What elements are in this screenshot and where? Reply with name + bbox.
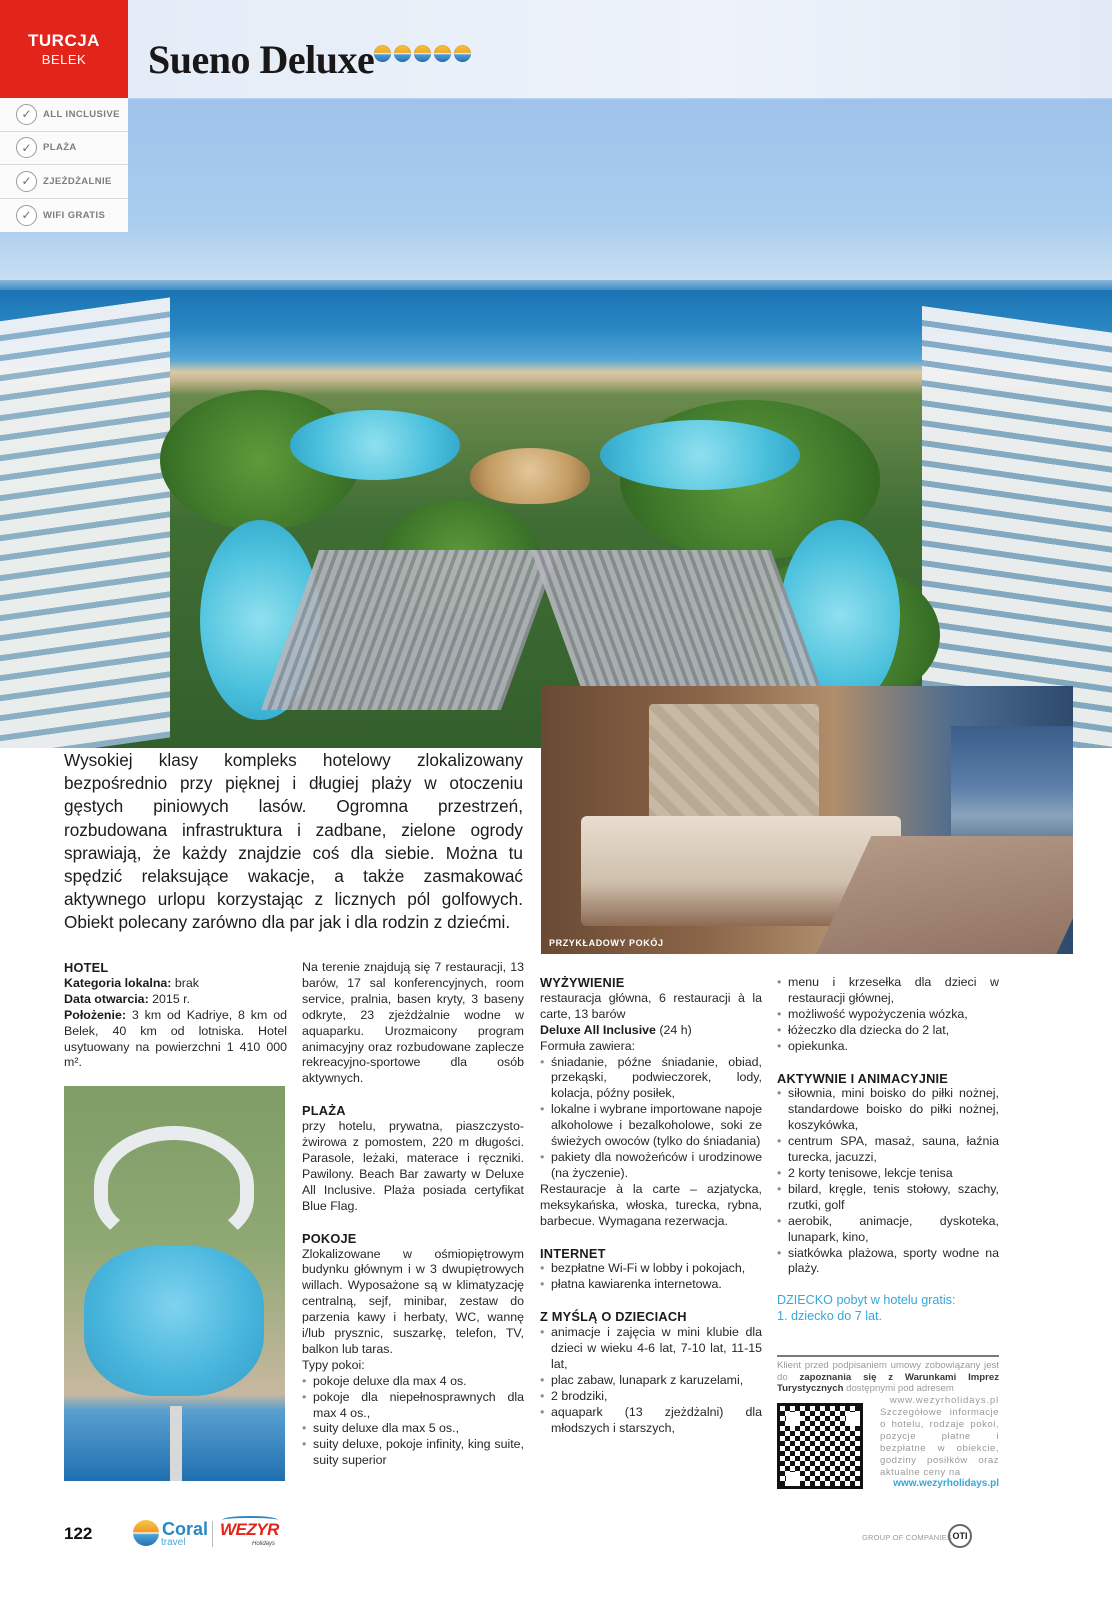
logo-divider: [212, 1521, 213, 1547]
sun-star-icon: [454, 45, 471, 62]
page-number: 122: [64, 1524, 93, 1543]
section-heading-beach: PLAŻA: [302, 1103, 346, 1119]
plan-label: Deluxe All Inclusive: [540, 1022, 656, 1037]
room-photo: [541, 686, 1073, 954]
sun-star-icon: [394, 45, 411, 62]
coral-wordmark: Coral: [162, 1519, 209, 1539]
kids-items-continued: [777, 975, 999, 1055]
hotel-building: [94, 1126, 254, 1246]
oti-logo: OTI: [948, 1524, 972, 1548]
room-photo-caption: PRZYKŁADOWY POKÓJ: [549, 938, 664, 948]
check-circle-icon: ✓: [16, 205, 37, 226]
location-value: 3 km od Kadriye, 8 km od Belek, 40 km od lotniska. Hotel usytuowany na powierzchni 1 410 000 m².: [64, 1007, 287, 1070]
location-line: [64, 1008, 287, 1072]
wezyr-logo: WEZYR: [220, 1520, 279, 1539]
internet-items: [540, 1261, 762, 1293]
location-label: Położenie:: [64, 1007, 126, 1022]
qr-url-link[interactable]: www.wezyrholidays.pl: [893, 1478, 999, 1489]
category-line: [64, 976, 287, 992]
list-item: • suity deluxe dla max 5 os.,: [302, 1421, 524, 1437]
board-column: [540, 975, 762, 1436]
list-item: • siatkówka plażowa, sporty wodne na plaży.: [777, 1246, 999, 1278]
hotel-wing-right: [922, 306, 1112, 748]
section-heading-internet: INTERNET: [540, 1245, 606, 1261]
list-item: • pokoje deluxe dla max 4 os.: [302, 1374, 524, 1390]
sun-star-icon: [434, 45, 451, 62]
section-heading-active: AKTYWNIE I ANIMACYJNIE: [777, 1070, 949, 1086]
legal-bold: zapoznania się z Warunkami Imprez Turystycznych: [777, 1371, 999, 1395]
feature-list: [0, 98, 128, 232]
list-item: • pakiety dla nowożeńców i urodzinowe (na życzenie).: [540, 1150, 762, 1182]
check-circle-icon: ✓: [16, 137, 37, 158]
sun-star-icon: [374, 45, 391, 62]
coral-subtitle: travel: [161, 1537, 186, 1548]
wezyr-subtitle: Holidays: [252, 1541, 276, 1547]
list-item: • możliwość wypożyczenia wózka,: [777, 1007, 999, 1023]
list-item: • suity deluxe, pokoje infinity, king suite, suity superior: [302, 1437, 524, 1469]
board-items: [540, 1055, 762, 1182]
alacarte-text: Restauracje à la carte – azjatycka, meksykańska, włoska, turecka, rybna, barbecue. Wymagana rezerwacja.: [540, 1181, 762, 1228]
facilities-text: Na terenie znajdują się 7 restauracji, 13 barów, 17 sal konferencyjnych, room service, pralnia, basen kryty, 3 baseny odkryte, 23 zjeżdżalnie wodne w aquaparku. Urozmaicony program animacyjny oraz rozbudowane zaplecze rekreacyjno-sportowe dla osób aktywnych.: [302, 960, 524, 1086]
check-circle-icon: ✓: [16, 104, 37, 125]
category-label: Kategoria lokalna:: [64, 975, 172, 990]
kids-items: [540, 1325, 762, 1436]
pool: [290, 410, 460, 480]
list-item: • łóżeczko dla dziecka do 2 lat,: [777, 1023, 999, 1039]
opened-value: 2015 r.: [148, 991, 191, 1006]
section-heading-hotel: HOTEL: [64, 960, 109, 975]
central-pavilion: [470, 448, 590, 504]
pool: [600, 420, 800, 490]
list-item: • płatna kawiarenka internetowa.: [540, 1277, 762, 1293]
coral-travel-logo: [133, 1520, 208, 1546]
list-item: • śniadanie, późne śniadanie, obiad, przekąski, podwieczorek, lody, kolacja, późny posiłek,: [540, 1055, 762, 1103]
feature-label: ALL INCLUSIVE: [43, 108, 120, 120]
hero-resort-photo: [0, 0, 1112, 748]
opened-line: [64, 992, 287, 1008]
board-plan: [540, 1023, 762, 1039]
list-item: • opiekunka.: [777, 1039, 999, 1055]
legal-notice: [777, 1355, 999, 1406]
list-item: • lokalne i wybrane importowane napoje alkoholowe i bezalkoholowe, soki ze świeżych owoców (tylko do śniadania): [540, 1102, 762, 1150]
plan-hours: (24 h): [655, 1022, 692, 1037]
room-types-list: [302, 1374, 524, 1469]
feature-item: [0, 165, 128, 199]
section-heading-kids: Z MYŚLĄ O DZIECIACH: [540, 1309, 687, 1325]
destination-badge: [0, 0, 128, 98]
section-heading-board: WYŻYWIENIE: [540, 975, 625, 990]
activities-column: [777, 975, 999, 1325]
facilities-column: [302, 960, 524, 1469]
rooms-text: Zlokalizowane w ośmiopiętrowym budynku głównym i w 3 dwupiętrowych willach. Wyposażone są w klimatyzację centralną, sejf, minibar, zestaw do parzenia kawy i herbaty, WC, wannę i/lub prysznic, suszarkę, telefon, TV, balkon lub taras.: [302, 1246, 524, 1356]
pier: [170, 1406, 182, 1481]
qr-code[interactable]: [777, 1403, 863, 1489]
star-rating: [374, 45, 471, 62]
hotel-wing-left: [0, 297, 170, 748]
list-item: • plac zabaw, lunapark z karuzelami,: [540, 1373, 762, 1389]
feature-item: [0, 199, 128, 233]
sea-horizon: [0, 280, 1112, 290]
legal-url[interactable]: www.wezyrholidays.pl: [889, 1394, 999, 1406]
list-item: • centrum SPA, masaż, sauna, łaźnia turecka, jacuzzi,: [777, 1134, 999, 1166]
feature-label: ZJEŻDŻALNIE: [43, 175, 112, 187]
list-item: • aerobik, animacje, dyskoteka, lunapark, kino,: [777, 1214, 999, 1246]
formula-label: Formuła zawiera:: [540, 1038, 636, 1053]
opened-label: Data otwarcia:: [64, 991, 149, 1006]
legal-text: [777, 1360, 999, 1395]
pool-area: [84, 1246, 264, 1396]
sun-star-icon: [414, 45, 431, 62]
list-item: • 2 korty tenisowe, lekcje tenisa: [777, 1166, 999, 1182]
intro-paragraph: Wysokiej klasy kompleks hotelowy zlokalizowany bezpośrednio przy pięknej i długiej plaży w otoczeniu gęstych piniowych lasów. Ogromna przestrzeń, rozbudowana infrastruktura i zadbane, zielone ogrody sprawiają, że każdy znajdzie coś dla siebie. Można tu spędzić relaksujące wakacje, a także zasmakować aktywnego urlopu korzystając z licznych pól golfowych. Obiekt polecany zarówno dla par jak i dla rodzin z dziećmi.: [64, 750, 523, 933]
child-offer-line1: DZIECKO pobyt w hotelu gratis:: [777, 1293, 956, 1308]
list-item: • animacje i zajęcia w mini klubie dla dzieci w wieku 4-6 lat, 7-10 lat, 11-15 lat,: [540, 1325, 762, 1373]
child-offer-line2: 1. dziecko do 7 lat.: [777, 1309, 883, 1324]
list-item: • 2 brodziki,: [540, 1389, 762, 1405]
aerial-photo: [64, 1086, 285, 1481]
list-item: • bilard, kręgle, tenis stołowy, szachy, rzutki, golf: [777, 1182, 999, 1214]
legal-part2: dostępnymi pod adresem: [843, 1383, 954, 1395]
active-items: [777, 1086, 999, 1277]
region-label: BELEK: [41, 52, 87, 67]
hotel-name: Sueno Deluxe: [148, 37, 375, 82]
qr-description: Szczegółowe informacje o hotelu, rodzaje pokoi, pozycje płatne i bezpłatne w obiekcie, godziny posiłków oraz aktualne ceny na: [880, 1407, 999, 1478]
category-value: brak: [171, 975, 199, 990]
list-item: • aquapark (13 zjeżdżalni) dla młodszych i starszych,: [540, 1405, 762, 1437]
legal-part1: Klient przed podpisaniem umowy zobowiązany jest do: [777, 1360, 999, 1383]
board-text: restauracja główna, 6 restauracji à la carte, 13 barów: [540, 990, 762, 1021]
room-types-label: Typy pokoi:: [302, 1357, 365, 1372]
group-of-companies-label: GROUP OF COMPANIES: [862, 1533, 953, 1542]
list-item: • pokoje dla niepełnosprawnych dla max 4 os.,: [302, 1390, 524, 1422]
list-item: • menu i krzesełka dla dzieci w restauracji głównej,: [777, 975, 999, 1007]
feature-label: WIFI GRATIS: [43, 209, 106, 221]
feature-label: PLAŻA: [43, 142, 77, 154]
hotel-info-column: [64, 960, 287, 1071]
country-label: TURCJA: [28, 31, 100, 50]
check-circle-icon: ✓: [16, 171, 37, 192]
feature-item: [0, 132, 128, 166]
section-heading-rooms: POKOJE: [302, 1230, 357, 1246]
feature-item: [0, 98, 128, 132]
beach-text: przy hotelu, prywatna, piaszczysto-żwirowa z pomostem, 220 m długości. Parasole, leżaki, materace i ręczniki. Pawilony. Beach Bar zawarty w Deluxe All Inclusive. Plaża posiada certyfikat Blue Flag.: [302, 1119, 524, 1213]
list-item: • siłownia, mini boisko do piłki nożnej, standardowe boisko do piłki nożnej, koszykówka,: [777, 1086, 999, 1134]
coral-sun-icon: [133, 1520, 159, 1546]
list-item: • bezpłatne Wi-Fi w lobby i pokojach,: [540, 1261, 762, 1277]
